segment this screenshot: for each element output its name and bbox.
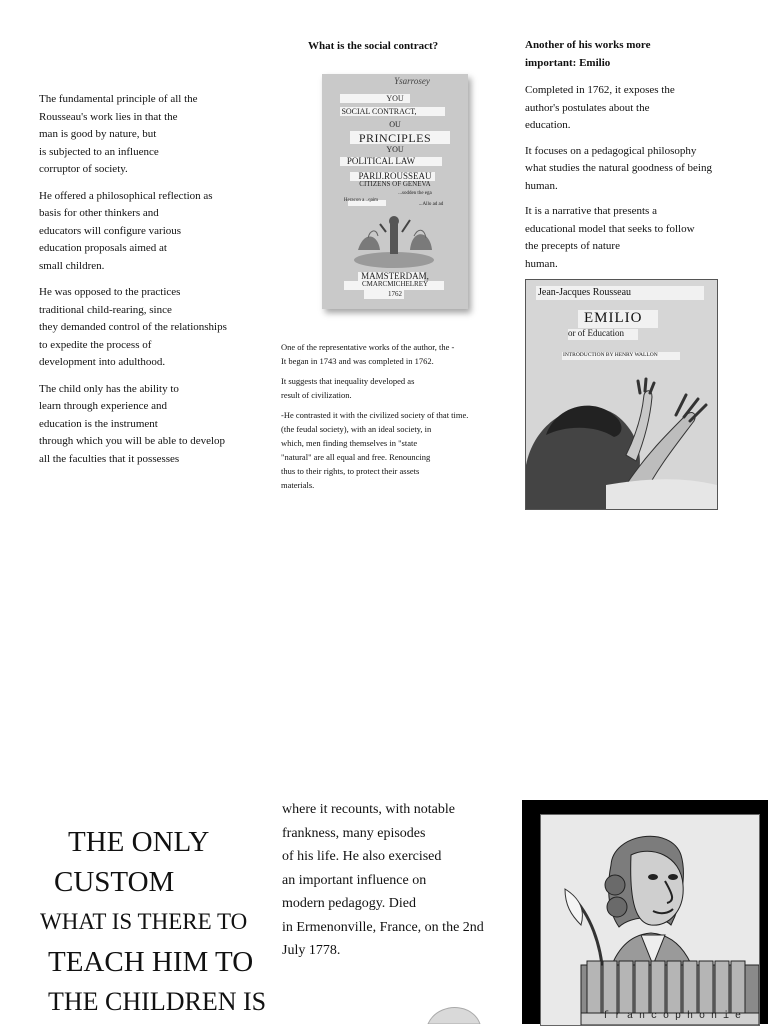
right-column-text bbox=[525, 82, 740, 281]
social-contract-cover-image bbox=[322, 74, 468, 309]
quote-line-1: THE ONLY bbox=[68, 826, 210, 858]
middle-paragraph-2: It suggests that inequality developed as result of civilization. bbox=[281, 376, 415, 400]
cover-author: Jean-Jacques Rousseau bbox=[538, 287, 632, 298]
cover-title: EMILIO bbox=[584, 310, 643, 326]
left-column bbox=[39, 91, 254, 477]
biography-text: where it recounts, with notable frankness, many episodes of his life. He also exercised an important influence on modern pedagogy. Died in Ermenonville, France, on the 2nd July 1778. bbox=[282, 802, 484, 958]
cover-line-8: CITIZENS OF GENEVA bbox=[359, 180, 431, 188]
cover-intro: INTRODUCTION BY HENRY WALLON bbox=[563, 352, 658, 358]
emilio-heading: Another of his works more important: Emilio bbox=[525, 39, 651, 69]
cover-line-4: PRINCIPLES bbox=[358, 131, 432, 145]
left-paragraph-3: He was opposed to the practices traditional child-rearing, since they demanded control of the relationships to expedite the process of development into adulthood. bbox=[39, 286, 227, 368]
cover-line-12: MAMSTERDAM, bbox=[361, 271, 429, 281]
cover-signature: Ysarrosey bbox=[394, 76, 430, 86]
right-paragraph-3: It is a narrative that presents a educational model that seeks to follow the precepts of nature human. bbox=[525, 205, 695, 270]
cover-line-5: YOU bbox=[386, 145, 404, 154]
cover-line-2: SOCIAL CONTRACT, bbox=[341, 107, 417, 116]
cover-line-10: Heracon a...qaim bbox=[343, 198, 379, 203]
portrait-label: francophonie bbox=[603, 1011, 748, 1022]
caricature-icon bbox=[541, 815, 759, 1025]
emilio-cover-image bbox=[525, 279, 718, 510]
middle-paragraph-1: One of the representative works of the author, the - It began in 1743 and was completed in 1762. bbox=[281, 342, 455, 366]
left-paragraph-2: He offered a philosophical reflection as basis for other thinkers and educators will configure various education proposals aimed at small children. bbox=[39, 189, 213, 272]
middle-column-text bbox=[281, 340, 496, 498]
cover-line-7: PARIJ.ROUSSEAU bbox=[358, 171, 432, 181]
quote-line-5: THE CHILDREN IS bbox=[48, 987, 267, 1016]
bust-fragment-icon bbox=[424, 1004, 484, 1024]
quote-line-4: TEACH HIM TO bbox=[48, 946, 254, 978]
cover-line-13: CMARCMICHELREY bbox=[361, 280, 429, 288]
middle-paragraph-3: -He contrasted it with the civilized society of that time. (the feudal society), with an ideal society, in which, men finding themselves in "state "natural" are all equal and free. Renouncing thus to their rights, to protect their assets materials. bbox=[281, 410, 469, 490]
social-contract-heading: What is the social contract? bbox=[308, 40, 439, 52]
right-paragraph-1: Completed in 1762, it exposes the author's postulates about the education. bbox=[525, 84, 675, 131]
left-paragraph-4: The child only has the ability to learn through experience and education is the instrument through which you will be able to develop all the faculties that it possesses bbox=[39, 382, 226, 465]
rousseau-portrait-image bbox=[522, 800, 768, 1024]
cover-line-1: YOU bbox=[386, 94, 404, 103]
allegory-vignette-icon bbox=[350, 210, 438, 268]
quote-line-3: WHAT IS THERE TO bbox=[40, 909, 248, 934]
cover-line-14: 1762 bbox=[388, 290, 402, 298]
cover-line-3: OU bbox=[389, 120, 401, 129]
cover-line-6: POLITICAL LAW bbox=[346, 156, 416, 166]
cover-line-9: ...sodden the ega bbox=[398, 191, 432, 196]
quote-line-2: CUSTOM bbox=[54, 866, 175, 898]
child-illustration-icon bbox=[526, 375, 717, 509]
right-paragraph-2: It focuses on a pedagogical philosophy what studies the natural goodness of being human. bbox=[525, 144, 712, 192]
quote-block bbox=[40, 822, 300, 1022]
cover-subtitle: or of Education bbox=[568, 328, 624, 338]
cover-line-11: ...Allo ad ad bbox=[418, 202, 444, 207]
left-paragraph-1: The fundamental principle of all the Rousseau's work lies in that the man is good by nature, but is subjected to an influence corruptor of society. bbox=[39, 93, 198, 175]
